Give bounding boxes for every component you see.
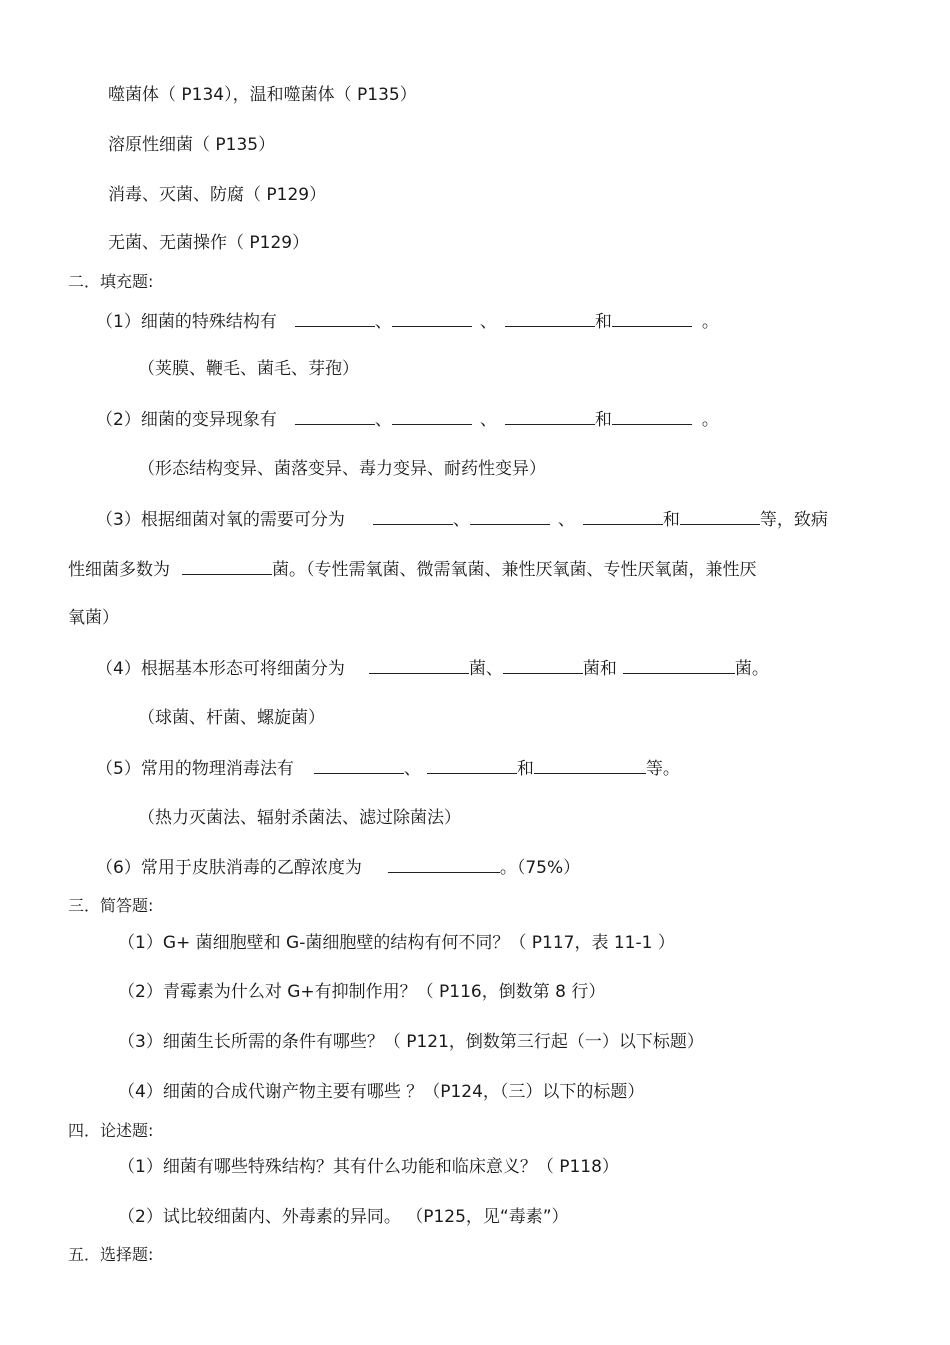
fill-q3-line2: 性细菌多数为 菌。（专性需氧菌、微需氧菌、兼性厌氧菌、专性厌氧菌，兼性厌 (68, 560, 757, 580)
fill-q1: （1）细菌的特殊结构有 、 、 和 。 (96, 312, 719, 332)
answer-blank[interactable] (583, 508, 663, 525)
answer-blank[interactable] (612, 408, 692, 425)
fill-q5-answer: （热力灭菌法、辐射杀菌法、滤过除菌法） (138, 808, 461, 828)
fill-q2-answer: （形态结构变异、菌落变异、毒力变异、耐药性变异） (138, 459, 546, 479)
fill-q6: （6）常用于皮肤消毒的乙醇浓度为 。（75%） (96, 858, 581, 878)
short-answer-4: （4）细菌的合成代谢产物主要有哪些 ？（P124，（三）以下的标题） (118, 1082, 645, 1102)
fill-q3-line3: 氧菌） (68, 608, 119, 628)
answer-blank[interactable] (470, 508, 550, 525)
answer-blank[interactable] (373, 508, 453, 525)
section-short-title: 三．简答题: (68, 896, 154, 915)
fill-q2: （2）细菌的变异现象有 、 、 和 。 (96, 410, 719, 430)
answer-blank[interactable] (295, 408, 375, 425)
answer-blank[interactable] (369, 657, 469, 674)
term-disinfection: 消毒、灭菌、防腐（ P129） (108, 185, 327, 205)
fill-q5: （5）常用的物理消毒法有 、 和 等。 (96, 759, 680, 779)
short-answer-1: （1）G+ 菌细胞壁和 G-菌细胞壁的结构有何不同？（ P117，表 11-1 ） (118, 933, 675, 953)
answer-blank[interactable] (612, 310, 692, 327)
essay-2: （2）试比较细菌内、外毒素的异同。 （P125，见“毒素”） (118, 1207, 569, 1227)
term-lysogenic: 溶原性细菌（ P135） (108, 135, 276, 155)
fill-q4: （4）根据基本形态可将细菌分为 菌、 菌和 菌。 (96, 659, 769, 679)
answer-blank[interactable] (392, 310, 472, 327)
answer-blank[interactable] (505, 408, 595, 425)
essay-1: （1）细菌有哪些特殊结构？其有什么功能和临床意义？（ P118） (118, 1157, 619, 1177)
answer-blank[interactable] (623, 657, 735, 674)
term-phage: 噬菌体（ P134），温和噬菌体（ P135） (108, 85, 417, 105)
term-aseptic: 无菌、无菌操作（ P129） (108, 233, 310, 253)
fill-q3: （3）根据细菌对氧的需要可分为 、 、 和 等，致病 (96, 510, 828, 530)
answer-blank[interactable] (295, 310, 375, 327)
fill-q1-answer: （荚膜、鞭毛、菌毛、芽孢） (138, 359, 359, 379)
answer-blank[interactable] (392, 408, 472, 425)
answer-blank[interactable] (427, 757, 517, 774)
answer-blank[interactable] (182, 558, 272, 575)
answer-blank[interactable] (534, 757, 646, 774)
section-fill-title: 二．填充题: (68, 272, 154, 291)
answer-blank[interactable] (314, 757, 404, 774)
answer-blank[interactable] (503, 657, 583, 674)
section-essay-title: 四．论述题: (68, 1121, 154, 1140)
short-answer-3: （3）细菌生长所需的条件有哪些？（ P121，倒数第三行起（一）以下标题） (118, 1032, 704, 1052)
section-choice-title: 五．选择题: (68, 1245, 154, 1264)
answer-blank[interactable] (388, 856, 500, 873)
answer-blank[interactable] (505, 310, 595, 327)
short-answer-2: （2）青霉素为什么对 G+有抑制作用？（ P116，倒数第 8 行） (118, 982, 606, 1002)
answer-blank[interactable] (680, 508, 760, 525)
fill-q4-answer: （球菌、杆菌、螺旋菌） (138, 708, 325, 728)
